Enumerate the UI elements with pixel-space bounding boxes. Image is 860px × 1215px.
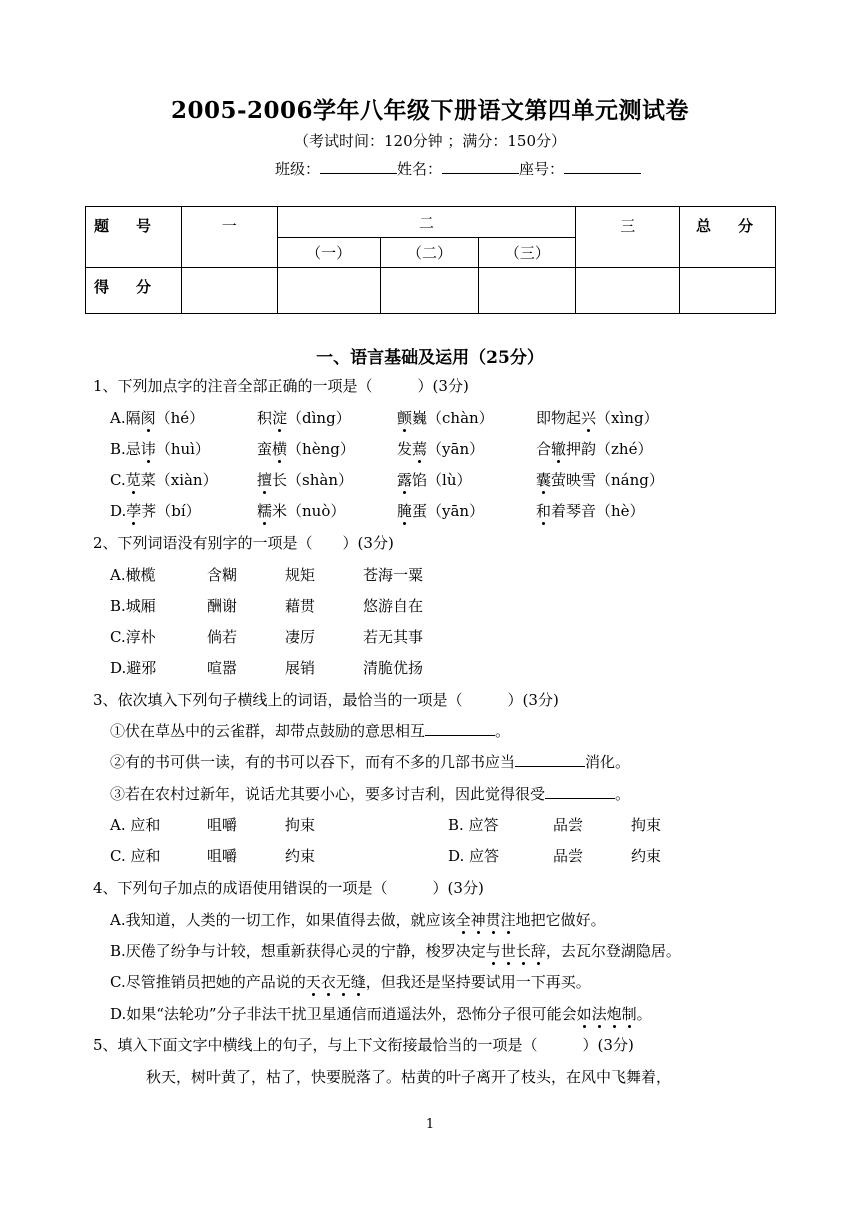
q3-sentence-1-end: 。 — [495, 722, 511, 740]
header-sub-one: （一） — [277, 238, 380, 268]
q3-option-a-1: A. 应和 — [110, 816, 161, 834]
score-cell — [277, 268, 380, 314]
q2-option-c-1: C.淳朴 — [110, 628, 156, 646]
q3-sentence-3 — [110, 783, 630, 804]
q3-sentence-3-text: ③若在农村过新年，说话尤其要小心，要多讨吉利，因此觉得很受 — [110, 785, 546, 803]
q2-option-a-2: 含糊 — [207, 566, 238, 584]
q1-option-c-2: 擅长（shàn） — [257, 471, 353, 489]
q3-stem: 3、依次填入下列句子横线上的词语，最恰当的一项是（ ）(3分) — [93, 691, 559, 709]
q2-option-c-3: 凄厉 — [285, 628, 316, 646]
q4-d-post: 。 — [636, 1005, 652, 1023]
score-cell — [680, 268, 776, 314]
q2-option-b-3: 藉贯 — [285, 597, 316, 615]
q3-sentence-2 — [110, 751, 630, 772]
q4-b-pre: B.厌倦了纷争与计较，想重新获得心灵的宁静，梭罗决定 — [110, 942, 486, 960]
q3-sentence-3-end: 。 — [615, 785, 631, 803]
q2-option-d-2: 喧嚣 — [207, 659, 238, 677]
q4-a-pre: A.我知道，人类的一切工作，如果值得去做，就应该 — [110, 911, 456, 929]
q4-d-idiom: 如法炮制 — [576, 1005, 637, 1023]
q1-option-c-3: 露馅（lù） — [397, 471, 472, 489]
q2-option-d-1: D.避邪 — [110, 659, 157, 677]
q4-a-idiom: 全神贯注 — [455, 911, 516, 929]
q2-option-b-4: 悠游自在 — [363, 597, 424, 615]
section-one-title: 一、语言基础及运用（25分） — [316, 348, 544, 368]
header-part-one: 一 — [181, 207, 277, 268]
q1-option-a-2: 积淀（dìng） — [257, 409, 351, 427]
q4-b-post: ，去瓦尔登湖隐居。 — [545, 942, 681, 960]
seat-blank — [564, 159, 641, 174]
q1-option-c-1: C.苋菜（xiàn） — [110, 471, 218, 489]
q2-option-d-4: 清脆优扬 — [363, 659, 424, 677]
q1-option-b-3: 发蔫（yān） — [397, 440, 485, 458]
q3-option-c-3: 约束 — [285, 847, 316, 865]
header-total: 总 分 — [680, 207, 776, 268]
q4-d-pre: D.如果“法轮功”分子非法干扰卫星通信而逍遥法外，恐怖分子很可能会 — [110, 1005, 577, 1023]
header-part-three: 三 — [576, 207, 680, 268]
q2-option-d-3: 展销 — [285, 659, 316, 677]
q3-option-d-3: 约束 — [631, 847, 662, 865]
q1-option-d-1: D.荸荠（bí） — [110, 502, 201, 520]
q5-passage: 秋天，树叶黄了，枯了，快要脱落了。枯黄的叶子离开了枝头，在风中飞舞着， — [146, 1068, 672, 1086]
q2-option-b-1: B.城厢 — [110, 597, 156, 615]
q4-option-a — [110, 909, 606, 930]
q3-option-d-2: 品尝 — [553, 847, 584, 865]
q4-b-idiom: 与世长辞 — [485, 942, 546, 960]
q1-stem: 1、下列加点字的注音全部正确的一项是（ ）(3分) — [93, 377, 469, 395]
row-label-question-number: 题 号 — [86, 207, 182, 268]
q1-option-a-4: 即物起兴（xìng） — [536, 409, 659, 427]
q3-sentence-1-text: ①伏在草丛中的云雀群，却带点鼓励的意思相互 — [110, 722, 426, 740]
q4-option-d — [110, 1003, 652, 1024]
q3-option-a-3: 拘束 — [285, 816, 316, 834]
student-info-line — [275, 158, 641, 179]
q4-option-c — [110, 971, 591, 992]
score-cell — [576, 268, 680, 314]
q1-option-b-1: B.忌讳（huì） — [110, 440, 210, 458]
exam-title: 2005-2006学年八年级下册语文第四单元测试卷 — [170, 97, 690, 124]
page-number: 1 — [425, 1117, 435, 1132]
q2-option-a-1: A.橄榄 — [110, 566, 156, 584]
q1-option-d-3: 腌蛋（yān） — [397, 502, 485, 520]
q2-option-c-4: 若无其事 — [363, 628, 424, 646]
q3-option-b-2: 品尝 — [553, 816, 584, 834]
q4-c-idiom: 天衣无缝 — [305, 973, 366, 991]
q3-option-a-2: 咀嚼 — [207, 816, 238, 834]
class-blank — [320, 159, 397, 174]
q4-c-pre: C.尽管推销员把她的产品说的 — [110, 973, 306, 991]
q1-option-d-4: 和着琴音（hè） — [536, 502, 645, 520]
seat-label: 座号： — [519, 160, 565, 178]
q2-option-b-2: 酬谢 — [207, 597, 238, 615]
q2-option-a-3: 规矩 — [285, 566, 316, 584]
name-label: 姓名： — [397, 160, 443, 178]
q1-option-a-1: A.隔阂（hé） — [110, 409, 205, 427]
score-cell — [380, 268, 479, 314]
q3-option-c-1: C. 应和 — [110, 847, 161, 865]
q1-option-b-4: 合辙押韵（zhé） — [536, 440, 653, 458]
row-label-score: 得 分 — [86, 268, 182, 314]
q1-option-d-2: 糯米（nuò） — [257, 502, 346, 520]
q3-sentence-1 — [110, 720, 510, 741]
name-blank — [442, 159, 519, 174]
q3-blank-3 — [545, 784, 615, 799]
q3-blank-1 — [425, 721, 495, 736]
q4-option-b — [110, 940, 681, 961]
q3-option-b-3: 拘束 — [631, 816, 662, 834]
q4-stem: 4、下列句子加点的成语使用错误的一项是（ ）(3分) — [93, 879, 484, 897]
q2-option-a-4: 苍海一粟 — [363, 566, 424, 584]
score-cell — [479, 268, 576, 314]
q1-option-b-2: 蛮横（hèng） — [257, 440, 355, 458]
q1-option-a-3: 颤巍（chàn） — [397, 409, 494, 427]
header-sub-three: （三） — [479, 238, 576, 268]
q3-option-c-2: 咀嚼 — [207, 847, 238, 865]
header-sub-two: （二） — [380, 238, 479, 268]
q3-option-b-1: B. 应答 — [448, 816, 499, 834]
q3-sentence-2-text: ②有的书可供一读，有的书可以吞下，而有不多的几部书应当 — [110, 753, 516, 771]
score-cell — [181, 268, 277, 314]
class-label: 班级： — [275, 160, 321, 178]
q2-stem: 2、下列词语没有别字的一项是（ ）(3分) — [93, 534, 394, 552]
exam-subtitle: （考试时间：120分钟 ；满分：150分） — [293, 132, 567, 150]
q4-c-post: ，但我还是坚持要试用一下再买。 — [365, 973, 591, 991]
q3-sentence-2-end: 消化。 — [585, 753, 631, 771]
q3-blank-2 — [515, 752, 585, 767]
q2-option-c-2: 倘若 — [207, 628, 238, 646]
q4-a-post: 地把它做好。 — [515, 911, 606, 929]
q5-stem: 5、填入下面文字中横线上的句子，与上下文衔接最恰当的一项是（ ）(3分) — [93, 1036, 634, 1054]
header-part-two: 二 — [277, 207, 576, 238]
score-table — [85, 206, 776, 314]
q3-option-d-1: D. 应答 — [448, 847, 500, 865]
q1-option-c-4: 囊萤映雪（náng） — [536, 471, 664, 489]
